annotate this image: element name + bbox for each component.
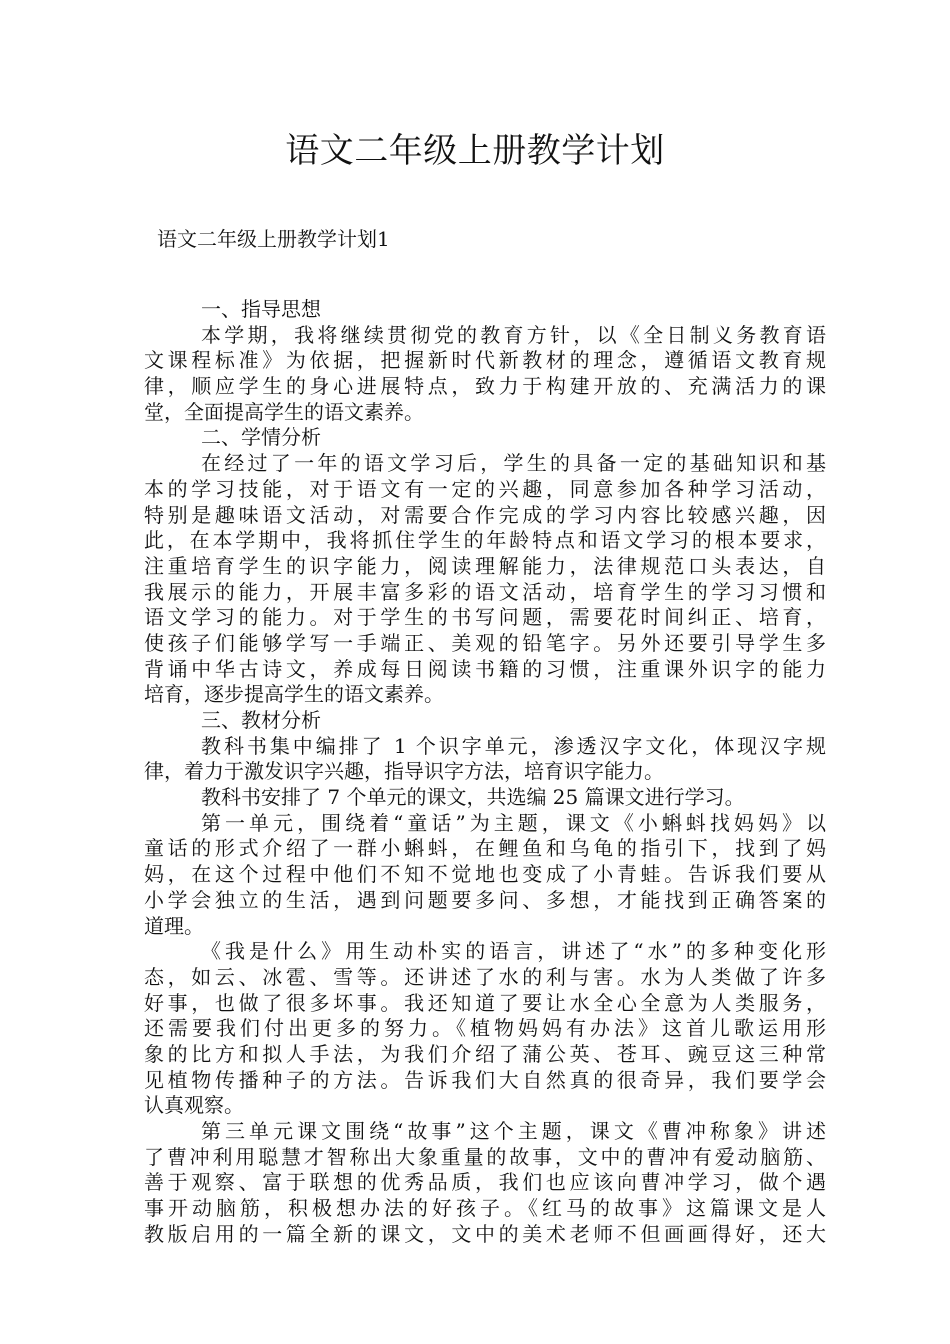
body-line: 教科书集中编排了 1 个识字单元，渗透汉字文化，体现汉字规 — [201, 733, 826, 758]
section-subtitle: 语文二年级上册教学计划1 — [157, 227, 390, 251]
body-line: 教科书安排了 7 个单元的课文，共选编 25 篇课文进行学习。 — [201, 785, 745, 810]
body-line: 堂，全面提高学生的语文素养。 — [144, 399, 424, 424]
body-line: 律，着力于激发识字兴趣，指导识字方法，培育识字能力。 — [144, 759, 664, 784]
body-line: 象的比方和拟人手法，为我们介绍了蒲公英、苍耳、豌豆这三种常 — [144, 1041, 826, 1066]
body-line: 此，在本学期中，我将抓住学生的年龄特点和语文学习的根本要求， — [144, 528, 826, 553]
body-line: 文课程标准》为依据，把握新时代新教材的理念，遵循语文教育规 — [144, 348, 826, 373]
body-line: 我展示的能力，开展丰富多彩的语文活动，培育学生的学习习惯和 — [144, 579, 826, 604]
body-line: 律，顺应学生的身心进展特点，致力于构建开放的、充满活力的课 — [144, 374, 826, 399]
body-line: 事开动脑筋，积极想办法的好孩子。《红马的故事》这篇课文是人 — [144, 1196, 826, 1221]
body-line: 道理。 — [144, 913, 204, 938]
body-line: 小学会独立的生活，遇到问题要多问、多想，才能找到正确答案的 — [144, 887, 826, 912]
body-line: 善于观察、富于联想的优秀品质，我们也应该向曹冲学习，做个遇 — [144, 1170, 826, 1195]
body-line: 还需要我们付出更多的努力。《植物妈妈有办法》这首儿歌运用形 — [144, 1016, 826, 1041]
document-title: 语文二年级上册教学计划 — [285, 131, 665, 171]
body-line: 注重培育学生的识字能力，阅读理解能力，法律规范口头表达，自 — [144, 553, 826, 578]
body-line: 教版启用的一篇全新的课文，文中的美术老师不但画画得好，还大 — [144, 1221, 826, 1246]
body-line: 培育，逐步提高学生的语文素养。 — [144, 682, 444, 707]
body-line: 态，如云、冰雹、雪等。还讲述了水的利与害。水为人类做了许多 — [144, 964, 826, 989]
body-line: 了曹冲利用聪慧才智称出大象重量的故事，文中的曹冲有爱动脑筋、 — [144, 1144, 826, 1169]
body-line: 特别是趣味语文活动，对需要合作完成的学习内容比较感兴趣，因 — [144, 502, 826, 527]
body-line: 语文学习的能力。对于学生的书写问题，需要花时间纠正、培育， — [144, 605, 826, 630]
body-line: 背诵中华古诗文，养成每日阅读书籍的习惯，注重课外识字的能力 — [144, 656, 826, 681]
body-line: 童话的形式介绍了一群小蝌蚪，在鲤鱼和乌龟的指引下，找到了妈 — [144, 836, 826, 861]
body-line: 妈，在这个过程中他们不知不觉地也变成了小青蛙。告诉我们要从 — [144, 862, 826, 887]
body-line: 见植物传播种子的方法。告诉我们大自然真的很奇异，我们要学会 — [144, 1067, 826, 1092]
body-line: 好事，也做了很多坏事。我还知道了要让水全心全意为人类服务， — [144, 990, 826, 1015]
body-line: 在经过了一年的语文学习后，学生的具备一定的基础知识和基 — [201, 451, 826, 476]
body-line: 一、指导思想 — [201, 297, 321, 321]
body-line: 使孩子们能够学写一手端正、美观的铅笔字。另外还要引导学生多 — [144, 630, 826, 655]
body-line: 第一单元，围绕着“童话”为主题，课文《小蝌蚪找妈妈》以 — [201, 810, 826, 835]
body-text — [144, 297, 826, 1247]
body-line: 第三单元课文围绕“故事”这个主题，课文《曹冲称象》讲述 — [201, 1119, 826, 1143]
body-line: 认真观察。 — [144, 1093, 244, 1118]
body-line: 二、学情分析 — [201, 425, 321, 450]
body-line: 《我是什么》用生动朴实的语言，讲述了“水”的多种变化形 — [201, 939, 826, 964]
body-line: 本学期，我将继续贯彻党的教育方针，以《全日制义务教育语 — [201, 322, 826, 347]
body-line: 本的学习技能，对于语文有一定的兴趣，同意参加各种学习活动， — [144, 476, 826, 501]
body-line: 三、教材分析 — [201, 708, 321, 732]
